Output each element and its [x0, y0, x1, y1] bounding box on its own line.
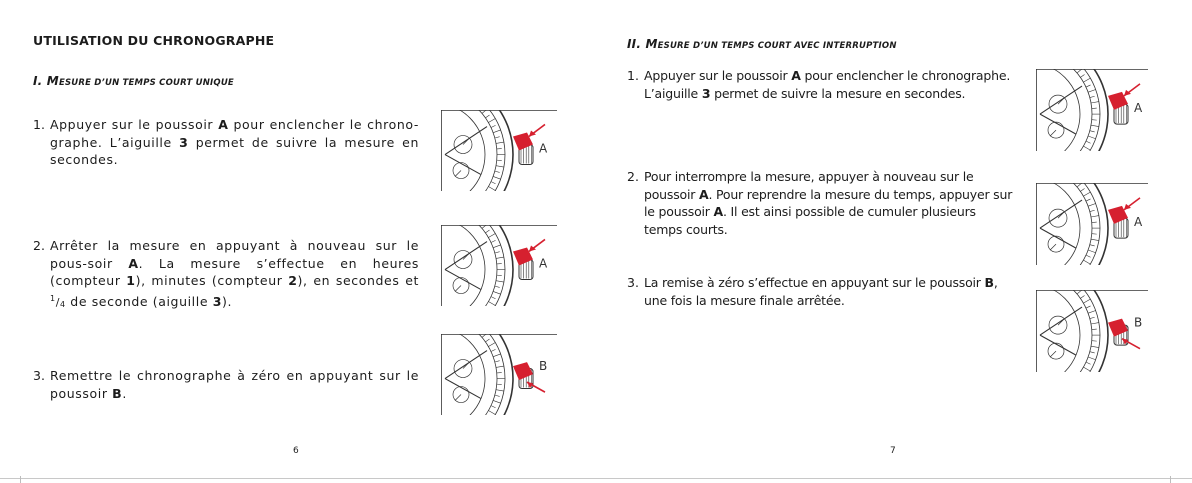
watch-illustration [441, 110, 557, 191]
fraction: $^1/_4$ [50, 293, 66, 309]
pusher-label: A [539, 141, 548, 156]
pusher-label: B [1134, 315, 1143, 330]
watch-illustration [441, 225, 557, 306]
step-2: 2. Pour interrompre la mesure, appuyer à nouveau sur le poussoir A. Pour reprendre la mesure du temps, appuyer sur le poussoir A. Il est ainsi possible de cumuler plusieurs temps courts. [627, 169, 1013, 237]
pusher-label: A [539, 256, 548, 271]
step-2: 2. Arrêter la mesure en appuyant à nouveau sur le pous-soir A. La mesure s’effectue en heures (compteur 1), minutes (compteur 2), en secondes et $^1/_4$ de seconde (aiguille 3). [33, 238, 419, 309]
page-number: 7 [890, 446, 896, 456]
watch-figure [441, 334, 557, 415]
watch-illustration [441, 334, 557, 415]
watch-figure [1036, 290, 1148, 372]
pusher-label: A [1134, 100, 1143, 115]
crop-mark [20, 476, 21, 483]
section-subtitle: II. MESURE D’UN TEMPS COURT AVEC INTERRUPTION [627, 37, 897, 51]
watch-figure [441, 225, 557, 306]
watch-figure [1036, 69, 1148, 151]
watch-illustration [1036, 183, 1148, 265]
step-3: 3. La remise à zéro s’effectue en appuyant sur le poussoir B, une fois la mesure finale arrêtée. [627, 275, 998, 308]
page-number: 6 [293, 446, 299, 456]
crop-mark [1170, 476, 1171, 483]
pusher-label: B [539, 359, 548, 374]
watch-illustration [1036, 69, 1148, 151]
step-3: 3. Remettre le chronographe à zéro en appuyant sur le poussoir B. [33, 368, 419, 401]
watch-figure [441, 110, 557, 191]
bottom-rule [0, 478, 1192, 479]
watch-illustration [1036, 290, 1148, 372]
step-1: 1. Appuyer sur le poussoir A pour enclencher le chrono-graphe. L’aiguille 3 permet de suivre la mesure en secondes. [33, 117, 420, 167]
step-1: 1. Appuyer sur le poussoir A pour enclencher le chronographe. L’aiguille 3 permet de suivre la mesure en secondes. [627, 68, 1011, 101]
right-page [596, 0, 1192, 483]
pusher-label: A [1134, 214, 1143, 229]
page-title: UTILISATION DU CHRONOGRAPHE [33, 33, 275, 48]
watch-figure [1036, 183, 1148, 265]
section-subtitle: I. MESURE D’UN TEMPS COURT UNIQUE [33, 74, 234, 88]
